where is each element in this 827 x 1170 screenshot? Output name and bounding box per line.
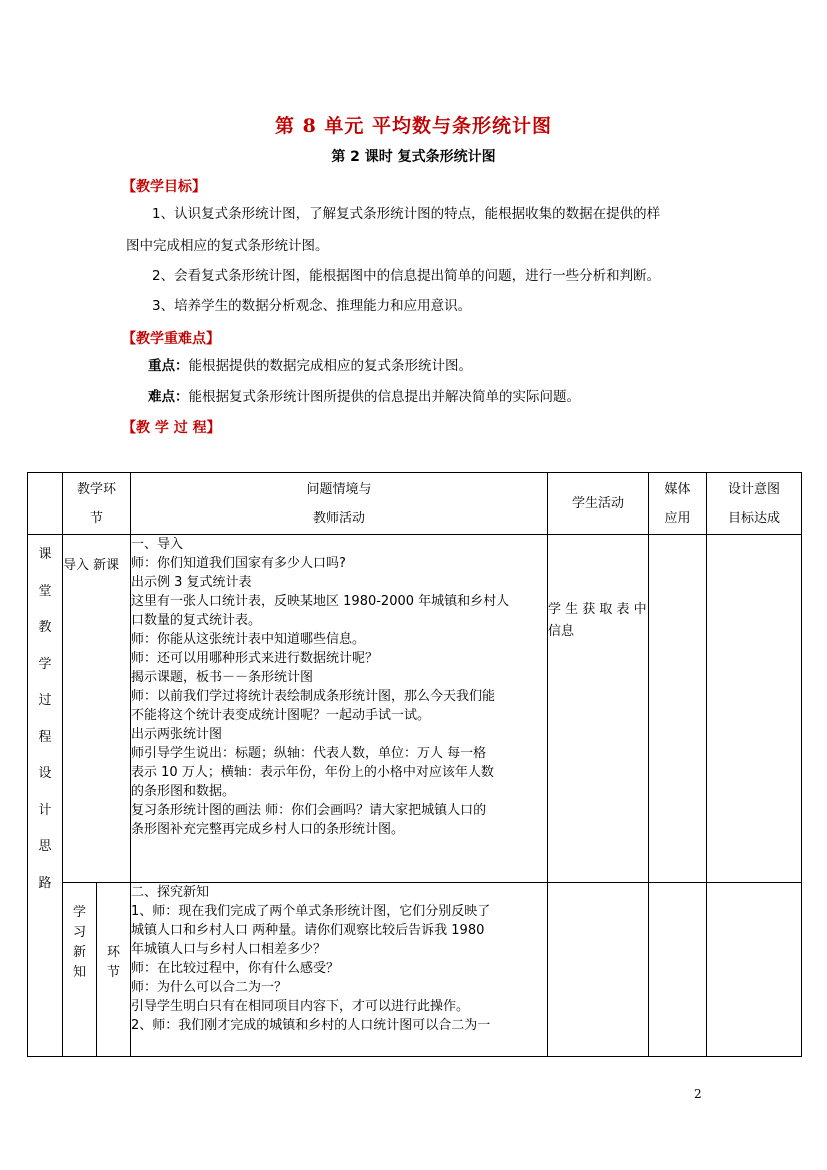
header-teacher: 问题情境与 教师活动 bbox=[131, 473, 548, 535]
header-stage: 教学环 节 bbox=[63, 473, 131, 535]
keypoints-heading: 【教学重难点】 bbox=[122, 331, 220, 347]
table-row-intro bbox=[28, 535, 802, 883]
lesson-table bbox=[27, 472, 802, 1057]
student-activity-explore bbox=[548, 883, 649, 1057]
stage-segment: 环 节 bbox=[97, 883, 131, 1057]
student-activity-intro: 学 生 获 取 表 中信息 bbox=[548, 535, 649, 883]
media-explore bbox=[649, 883, 707, 1057]
objective-2: 2、会看复式条形统计图，能根据图中的信息提出简单的问题，进行一些分析和判断。 bbox=[152, 268, 661, 284]
difficult-point bbox=[148, 383, 580, 411]
design-explore bbox=[707, 883, 802, 1057]
difficult-text: 能根据复式条形统计图所提供的信息提出并解决简单的实际问题。 bbox=[188, 389, 580, 405]
teacher-activity-explore: 二、探究新知 1、师：现在我们完成了两个单式条形统计图，它们分别反映了 城镇人口和乡村人口 两种量。请你们观察比较后告诉我 1980 年城镇人口与乡村人口相差多少？ 师：在比较过程中，你有什么感受？ 师：为什么可以合二为一？ 引导学生明白只有在相同项目内容下，才可以进行此操作。 2、师：我们刚才完成的城镇和乡村的人口统计图可以合二为一 bbox=[131, 883, 548, 1057]
objective-1b: 图中完成相应的复式条形统计图。 bbox=[126, 238, 329, 254]
difficult-label: 难点： bbox=[148, 389, 189, 405]
stage-intro: 导入 新课 bbox=[63, 535, 131, 883]
process-heading: 【教 学 过 程】 bbox=[122, 420, 221, 436]
media-intro bbox=[649, 535, 707, 883]
lesson-subtitle: 第 2 课时 复式条形统计图 bbox=[331, 149, 496, 165]
header-student: 学生活动 bbox=[548, 473, 649, 535]
table-header-row bbox=[28, 473, 802, 535]
teacher-activity-intro: 一、导入 师：你们知道我们国家有多少人口吗? 出示例 3 复式统计表 这里有一张人口统计表，反映某地区 1980-2000 年城镇和乡村人 口数量的复式统计表。 师：你能从这张统计表中知道哪些信息。 师：还可以用哪种形式来进行数据统计呢？ 揭示课题，板书－－条形统计图 师：以前我们学过将统计表绘制成条形统计图，那么今天我们能 不能将这个统计表变成统计图呢？一起动手试一试。 出示两张统计图 师引导学生说出：标题；纵轴：代表人数，单位：万人 每一格 表示 10 万人；横轴：表示年份，年份上的小格中对应该年人数 的条形图和数据。 复习条形统计图的画法 师：你们会画吗？请大家把城镇人口的 条形图补充完整再完成乡村人口的条形统计图。 bbox=[131, 535, 548, 883]
objective-3: 3、培养学生的数据分析观念、推理能力和应用意识。 bbox=[152, 298, 472, 314]
table-row-explore bbox=[28, 883, 802, 1057]
header-media: 媒体 应用 bbox=[649, 473, 707, 535]
page-title: 第 8 单元 平均数与条形统计图 bbox=[274, 115, 553, 137]
header-design: 设计意图 目标达成 bbox=[707, 473, 802, 535]
key-text: 能根据提供的数据完成相应的复式条形统计图。 bbox=[188, 358, 472, 374]
objective-1a: 1、认识复式条形统计图，了解复式条形统计图的特点，能根据收集的数据在提供的样 bbox=[152, 206, 661, 222]
objectives-heading: 【教学目标】 bbox=[122, 179, 206, 195]
design-intro bbox=[707, 535, 802, 883]
corner-cell bbox=[28, 473, 63, 535]
stage-learn-new: 学 习 新 知 bbox=[63, 883, 97, 1057]
key-point bbox=[148, 352, 472, 380]
left-vertical-label: 课 堂 教 学 过 程 设 计 思 路 bbox=[28, 535, 63, 1057]
key-label: 重点： bbox=[148, 358, 189, 374]
page-number: 2 bbox=[694, 1087, 702, 1101]
